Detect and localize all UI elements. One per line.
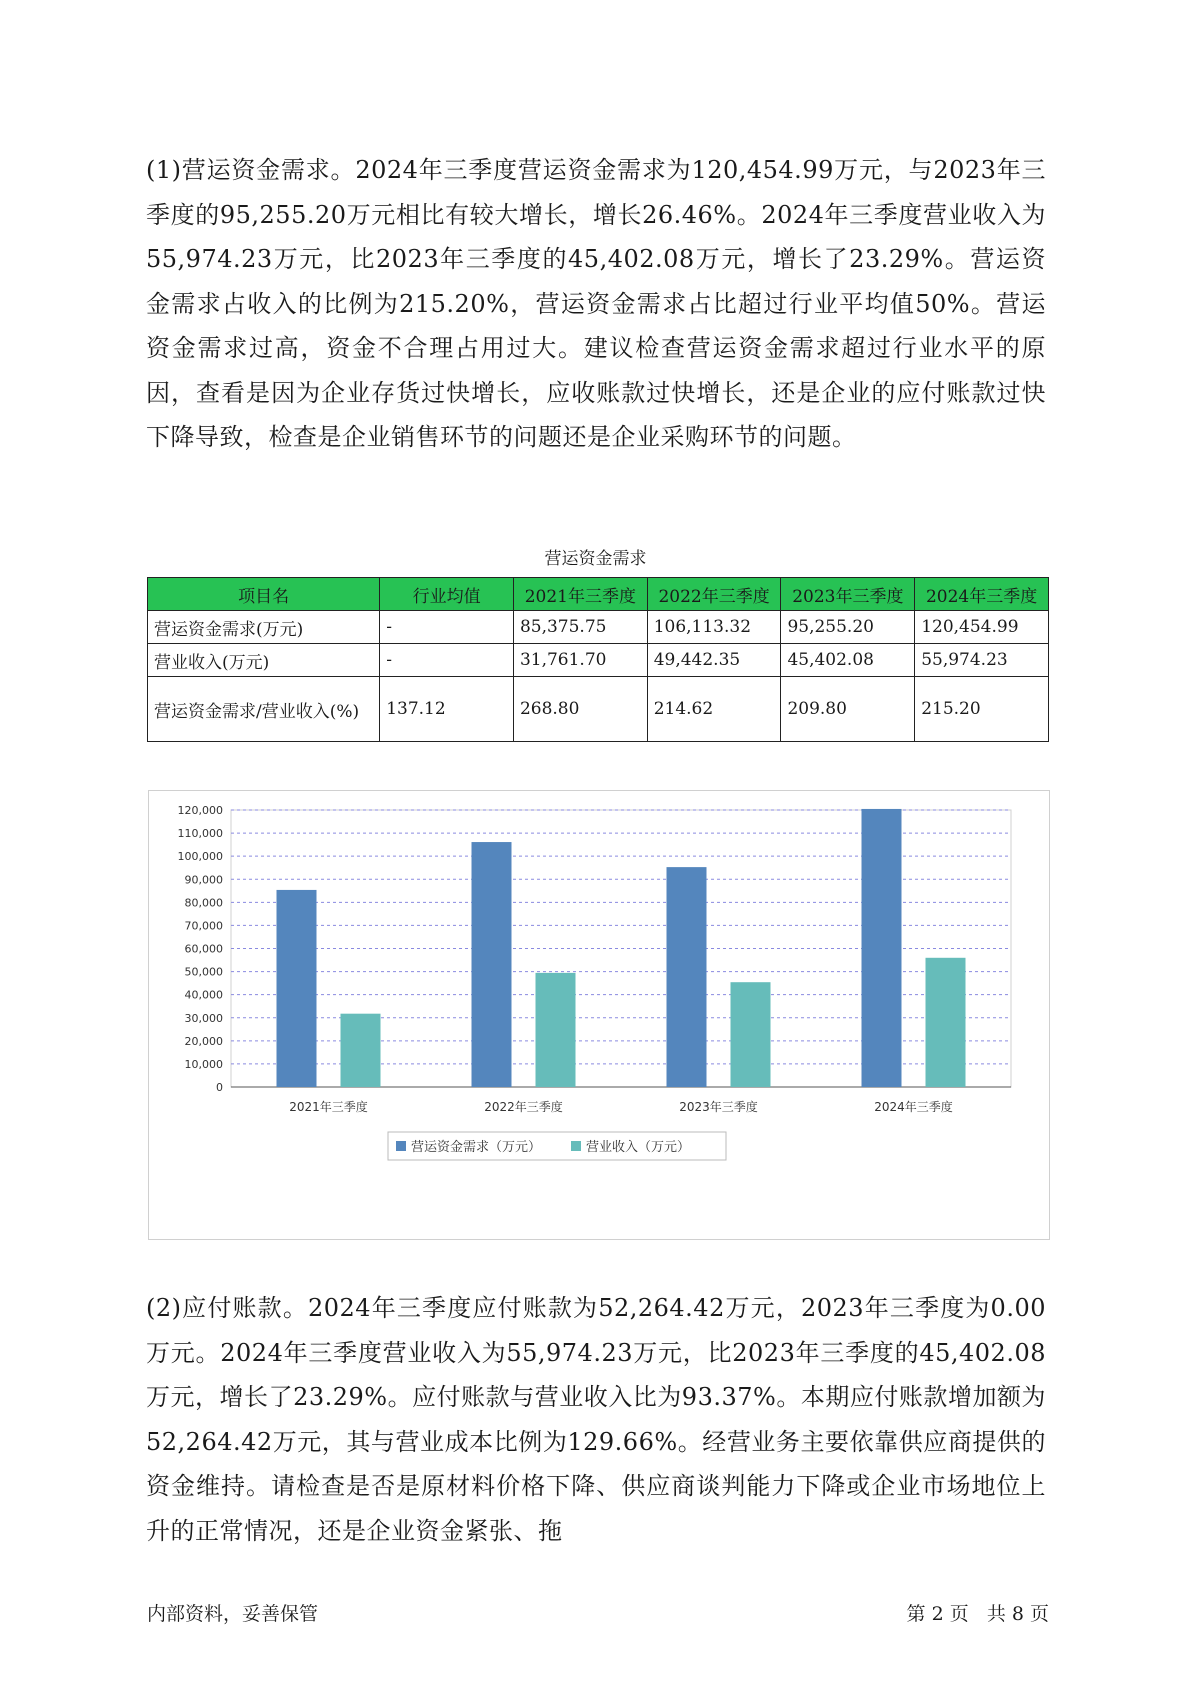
bar-working-capital: [862, 809, 902, 1087]
table-cell: -: [380, 611, 514, 644]
table-cell: 49,442.35: [647, 644, 781, 677]
x-tick-label: 2021年三季度: [289, 1100, 368, 1114]
x-tick-label: 2022年三季度: [484, 1100, 563, 1114]
y-tick-label: 30,000: [184, 1011, 223, 1025]
header-cell: 项目名: [148, 578, 380, 611]
chart-container: [148, 790, 1050, 1240]
header-cell: 行业均值: [380, 578, 514, 611]
y-tick-label: 20,000: [184, 1034, 223, 1048]
y-tick-label: 40,000: [184, 988, 223, 1002]
y-tick-label: 60,000: [184, 942, 223, 956]
table-cell: 137.12: [380, 677, 514, 742]
legend-label: 营业收入（万元）: [586, 1140, 691, 1155]
header-cell: 2021年三季度: [513, 578, 647, 611]
y-tick-label: 80,000: [184, 896, 223, 910]
table-cell: 106,113.32: [647, 611, 781, 644]
y-tick-label: 50,000: [184, 965, 223, 979]
table-cell: 215.20: [915, 677, 1049, 742]
bar-revenue: [536, 973, 576, 1087]
y-tick-label: 100,000: [177, 850, 223, 864]
bar-working-capital: [277, 890, 317, 1087]
y-tick-label: 110,000: [177, 827, 223, 841]
table-cell: -: [380, 644, 514, 677]
header-cell: 2022年三季度: [647, 578, 781, 611]
y-tick-label: 90,000: [184, 873, 223, 887]
legend-label: 营运资金需求（万元）: [411, 1140, 542, 1155]
table-cell: 85,375.75: [513, 611, 647, 644]
header-cell: 2024年三季度: [915, 578, 1049, 611]
table-cell: 营业收入(万元): [148, 644, 380, 677]
table-row: [148, 644, 1049, 677]
bar-revenue: [731, 982, 771, 1087]
table-caption: 营运资金需求: [544, 549, 647, 569]
table-cell: 95,255.20: [781, 611, 915, 644]
bar-working-capital: [472, 842, 512, 1087]
paragraph-accounts-payable: (2)应付账款。2024年三季度应付账款为52,264.42万元，2023年三季度为0.00万元。2024年三季度营业收入为55,974.23万元，比2023年三季度的45,402.08万元，增长了23.29%。应付账款与营业收入比为93.37%。本期应付账款增加额为52,264.42万元，其与营业成本比例为129.66%。经营业务主要依靠供应商提供的资金维持。请检查是否是原材料价格下降、供应商谈判能力下降或企业市场地位上升的正常情况，还是企业资金紧张、拖: [146, 1294, 1046, 1545]
table-cell: 214.62: [647, 677, 781, 742]
table-cell: 120,454.99: [915, 611, 1049, 644]
table-cell: 55,974.23: [915, 644, 1049, 677]
table-cell: 31,761.70: [513, 644, 647, 677]
footer-page-number: 第 2 页 共 8 页: [906, 1603, 1049, 1625]
table-cell: 268.80: [513, 677, 647, 742]
x-tick-label: 2023年三季度: [679, 1100, 758, 1114]
bar-revenue: [926, 958, 966, 1087]
working-capital-table: [147, 577, 1049, 742]
table-header-row: [148, 578, 1049, 611]
bar-chart: [148, 790, 1050, 1240]
header-cell: 2023年三季度: [781, 578, 915, 611]
table-row: [148, 611, 1049, 644]
table-cell: 209.80: [781, 677, 915, 742]
table-cell: 营运资金需求/营业收入(%): [148, 677, 380, 742]
table-cell: 45,402.08: [781, 644, 915, 677]
y-tick-label: 0: [216, 1081, 223, 1094]
paragraph-working-capital: (1)营运资金需求。2024年三季度营运资金需求为120,454.99万元，与2023年三季度的95,255.20万元相比有较大增长，增长26.46%。2024年三季度营业收入为55,974.23万元，比2023年三季度的45,402.08万元，增长了23.29%。营运资金需求占收入的比例为215.20%，营运资金需求占比超过行业平均值50%。营运资金需求过高，资金不合理占用过大。建议检查营运资金需求超过行业水平的原因，查看是因为企业存货过快增长，应收账款过快增长，还是企业的应付账款过快下降导致，检查是企业销售环节的问题还是企业采购环节的问题。: [146, 156, 1046, 451]
y-tick-label: 10,000: [184, 1057, 223, 1071]
bar-working-capital: [667, 867, 707, 1087]
x-tick-label: 2024年三季度: [874, 1100, 953, 1114]
bar-revenue: [341, 1014, 381, 1087]
y-tick-label: 70,000: [184, 919, 223, 933]
legend-swatch: [396, 1141, 406, 1151]
table-cell: 营运资金需求(万元): [148, 611, 380, 644]
y-tick-label: 120,000: [177, 804, 223, 817]
footer-confidential: 内部资料，妥善保管: [147, 1603, 319, 1625]
legend-swatch: [571, 1141, 581, 1151]
table-row: [148, 677, 1049, 742]
